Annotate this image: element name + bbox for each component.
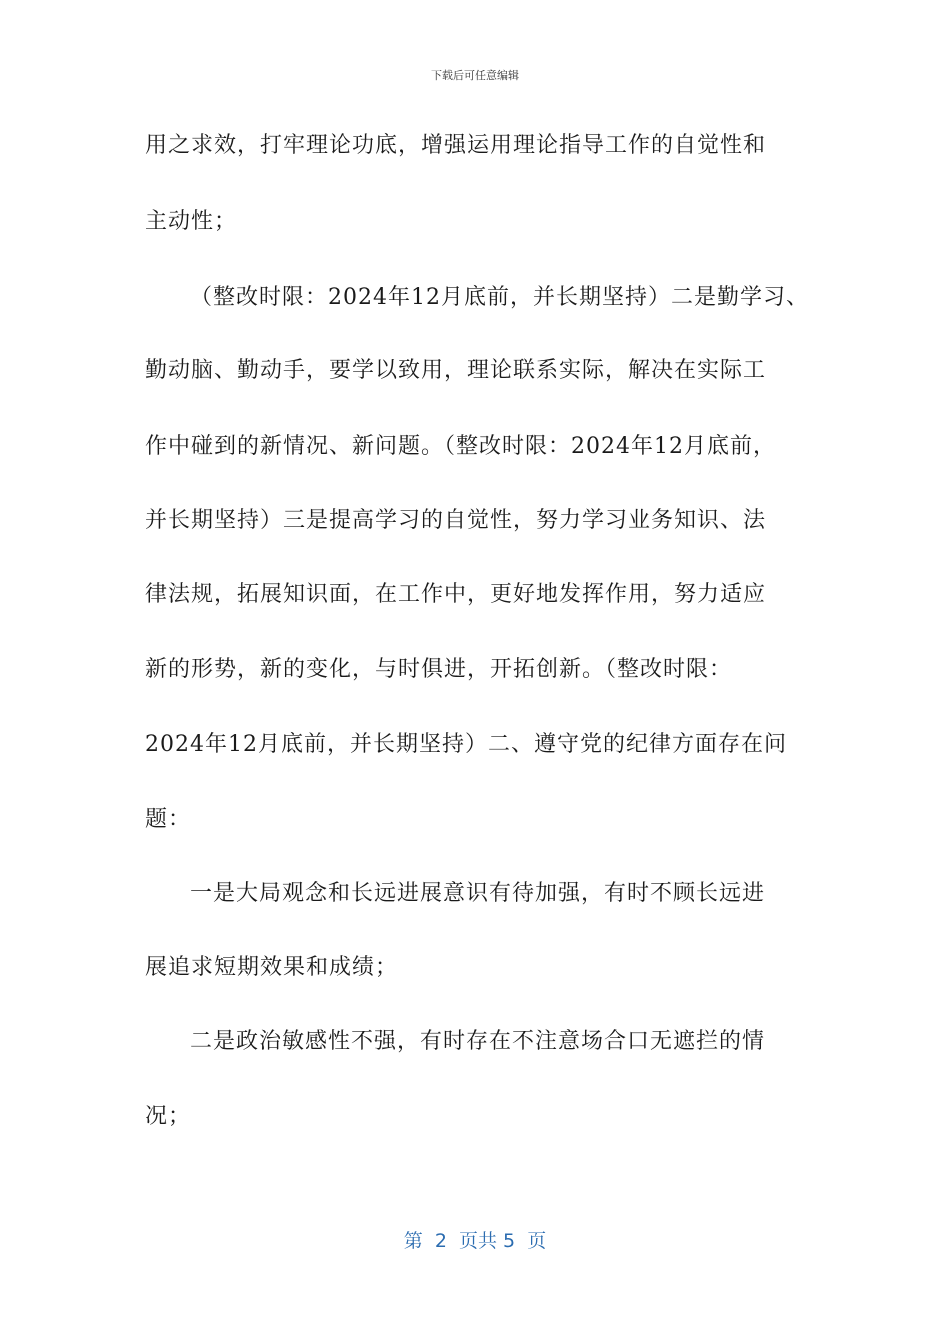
body-line: 并长期坚持）三是提高学习的自觉性，努力学习业务知识、法 xyxy=(145,508,767,533)
header-note: 下载后可任意编辑 xyxy=(431,69,519,82)
page-number-footer: 第 2 页共 5 页 xyxy=(403,1230,547,1252)
body-line: 况； xyxy=(145,1104,192,1129)
body-line: 题： xyxy=(145,807,192,832)
body-line: 用之求效，打牢理论功底，增强运用理论指导工作的自觉性和 xyxy=(145,133,767,158)
body-line: 一是大局观念和长远进展意识有待加强，有时不顾长远进 xyxy=(190,881,766,906)
body-line: 二是政治敏感性不强，有时存在不注意场合口无遮拦的情 xyxy=(190,1029,766,1054)
body-line: 作中碰到的新情况、新问题。（整改时限：2024年12月底前， xyxy=(145,434,776,459)
body-line: （整改时限：2024年12月底前，并长期坚持）二是勤学习、 xyxy=(190,285,809,310)
body-line: 展追求短期效果和成绩； xyxy=(145,955,399,980)
body-line: 律法规，拓展知识面，在工作中，更好地发挥作用，努力适应 xyxy=(145,582,767,607)
body-line: 主动性； xyxy=(145,209,238,234)
body-line: 新的形势，新的变化，与时俱进，开拓创新。（整改时限： xyxy=(145,657,733,682)
body-line: 勤动脑、勤动手，要学以致用，理论联系实际，解决在实际工 xyxy=(145,358,767,383)
body-line: 2024年12月底前，并长期坚持）二、遵守党的纪律方面存在问 xyxy=(145,732,787,757)
